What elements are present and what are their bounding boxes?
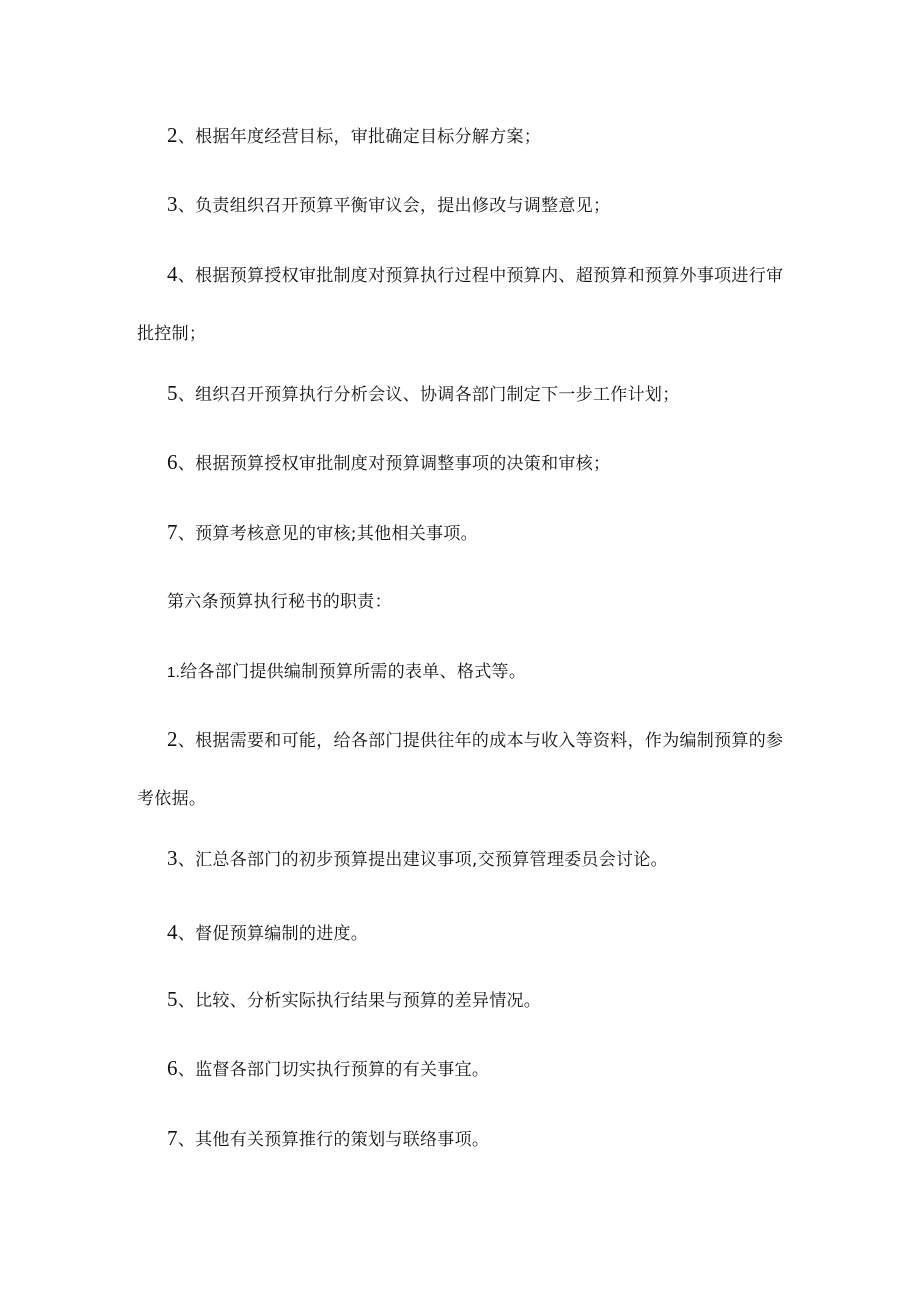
paragraph-item-5b	[137, 970, 787, 1030]
item-number: 5	[167, 987, 178, 1011]
item-number: 4	[167, 262, 178, 286]
paragraph-item-4b	[137, 903, 787, 963]
paragraph-text: 给各部门提供编制预算所需的表单、格式等。	[180, 662, 527, 682]
paragraph-item-3b	[137, 829, 787, 889]
paragraph-text: 、负责组织召开预算平衡审议会，提出修改与调整意见；	[177, 196, 611, 216]
paragraph-text: 、比较、分析实际执行结果与预算的差异情况。	[177, 991, 542, 1011]
paragraph-item-6b	[137, 1039, 787, 1099]
item-number: 7	[167, 520, 178, 544]
paragraph-item-6	[137, 433, 787, 493]
paragraph-item-1	[137, 643, 787, 702]
paragraph-text: 、根据年度经营目标，审批确定目标分解方案；	[177, 127, 542, 147]
paragraph-item-5	[137, 364, 787, 424]
item-number: 5	[167, 381, 178, 405]
paragraph-item-7b	[137, 1109, 787, 1169]
item-number: 6	[167, 450, 178, 474]
paragraph-item-2	[137, 106, 787, 166]
item-number: 3	[167, 192, 178, 216]
paragraph-text: 、根据预算授权审批制度对预算调整事项的决策和审核；	[177, 454, 611, 474]
paragraph-text: 、汇总各部门的初步预算提出建议事项,交预算管理委员会讨论。	[177, 850, 668, 870]
item-number: 2	[167, 727, 178, 751]
item-number: 3	[167, 846, 178, 870]
section-heading	[137, 573, 787, 631]
paragraph-item-7	[137, 503, 787, 563]
paragraph-text: 、预算考核意见的审核;其他相关事项。	[177, 524, 478, 544]
paragraph-text: 、组织召开预算执行分析会议、协调各部门制定下一步工作计划；	[177, 385, 680, 405]
paragraph-item-3	[137, 175, 787, 235]
item-number: 1.	[167, 664, 181, 681]
paragraph-text: 、根据预算授权审批制度对预算执行过程中预算内、超预算和预算外事项进行审批控制；	[137, 266, 784, 344]
paragraph-text: 第六条预算执行秘书的职责：	[167, 592, 392, 612]
item-number: 6	[167, 1056, 178, 1080]
paragraph-text: 、其他有关预算推行的策划与联络事项。	[177, 1130, 490, 1150]
paragraph-text: 、监督各部门切实执行预算的有关事宜。	[177, 1060, 490, 1080]
item-number: 2	[167, 123, 178, 147]
paragraph-text: 、根据需要和可能，给各部门提供往年的成本与收入等资料，作为编制预算的参考依据。	[137, 731, 784, 809]
paragraph-item-2b	[137, 710, 787, 828]
paragraph-text: 、督促预算编制的进度。	[177, 924, 369, 944]
item-number: 4	[167, 920, 178, 944]
item-number: 7	[167, 1126, 178, 1150]
paragraph-item-4	[137, 245, 787, 363]
